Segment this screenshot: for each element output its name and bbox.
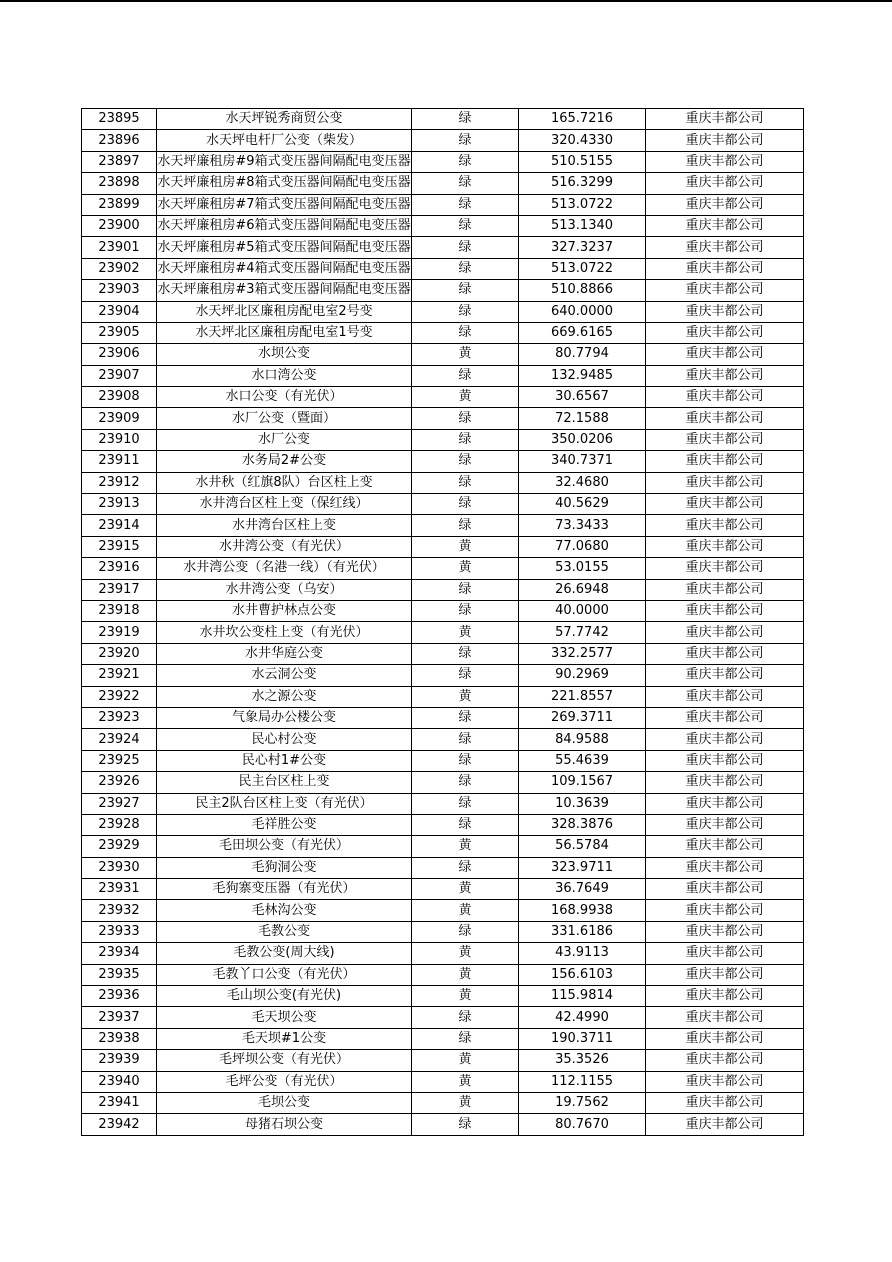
company-cell: 重庆丰都公司 — [646, 151, 804, 172]
status-color-cell: 绿 — [412, 365, 519, 386]
station-name-cell: 水井曹护林点公变 — [157, 600, 412, 621]
value-cell: 168.9938 — [519, 900, 646, 921]
row-id-cell: 23940 — [82, 1071, 157, 1092]
row-id-cell: 23914 — [82, 515, 157, 536]
value-cell: 109.1567 — [519, 772, 646, 793]
station-name-cell: 民心村1#公变 — [157, 750, 412, 771]
table-row — [82, 237, 804, 258]
station-name-cell: 毛天坝#1公变 — [157, 1028, 412, 1049]
table-row — [82, 900, 804, 921]
status-color-cell: 绿 — [412, 258, 519, 279]
status-color-cell: 绿 — [412, 215, 519, 236]
company-cell: 重庆丰都公司 — [646, 943, 804, 964]
company-cell: 重庆丰都公司 — [646, 237, 804, 258]
row-id-cell: 23938 — [82, 1028, 157, 1049]
data-table — [81, 108, 804, 1136]
status-color-cell: 绿 — [412, 322, 519, 343]
table-row — [82, 151, 804, 172]
table-row — [82, 494, 804, 515]
value-cell: 221.8557 — [519, 686, 646, 707]
row-id-cell: 23933 — [82, 921, 157, 942]
status-color-cell: 黄 — [412, 836, 519, 857]
table-row — [82, 558, 804, 579]
company-cell: 重庆丰都公司 — [646, 344, 804, 365]
station-name-cell: 民心村公变 — [157, 729, 412, 750]
row-id-cell: 23905 — [82, 322, 157, 343]
row-id-cell: 23912 — [82, 472, 157, 493]
value-cell: 72.1588 — [519, 408, 646, 429]
company-cell: 重庆丰都公司 — [646, 1050, 804, 1071]
company-cell: 重庆丰都公司 — [646, 258, 804, 279]
station-name-cell: 水井湾公变（名港一线）（有光伏） — [157, 558, 412, 579]
status-color-cell: 黄 — [412, 1071, 519, 1092]
status-color-cell: 绿 — [412, 130, 519, 151]
row-id-cell: 23895 — [82, 109, 157, 130]
row-id-cell: 23896 — [82, 130, 157, 151]
row-id-cell: 23909 — [82, 408, 157, 429]
table-row — [82, 836, 804, 857]
row-id-cell: 23897 — [82, 151, 157, 172]
station-name-cell: 水井秋（红旗8队）台区柱上变 — [157, 472, 412, 493]
company-cell: 重庆丰都公司 — [646, 1071, 804, 1092]
station-name-cell: 水天坪锐秀商贸公变 — [157, 109, 412, 130]
status-color-cell: 绿 — [412, 408, 519, 429]
table-row — [82, 258, 804, 279]
value-cell: 57.7742 — [519, 622, 646, 643]
station-name-cell: 毛林沟公变 — [157, 900, 412, 921]
table-row — [82, 451, 804, 472]
station-name-cell: 水天坪廉租房#3箱式变压器间隔配电变压器 — [157, 280, 412, 301]
status-color-cell: 绿 — [412, 579, 519, 600]
value-cell: 510.8866 — [519, 280, 646, 301]
row-id-cell: 23923 — [82, 707, 157, 728]
station-name-cell: 水之源公变 — [157, 686, 412, 707]
station-name-cell: 毛坪坝公变（有光伏） — [157, 1050, 412, 1071]
status-color-cell: 绿 — [412, 515, 519, 536]
row-id-cell: 23932 — [82, 900, 157, 921]
table-row — [82, 729, 804, 750]
status-color-cell: 绿 — [412, 451, 519, 472]
value-cell: 669.6165 — [519, 322, 646, 343]
status-color-cell: 绿 — [412, 494, 519, 515]
table-row — [82, 793, 804, 814]
row-id-cell: 23899 — [82, 194, 157, 215]
company-cell: 重庆丰都公司 — [646, 772, 804, 793]
company-cell: 重庆丰都公司 — [646, 814, 804, 835]
row-id-cell: 23929 — [82, 836, 157, 857]
value-cell: 516.3299 — [519, 173, 646, 194]
table-row — [82, 750, 804, 771]
company-cell: 重庆丰都公司 — [646, 579, 804, 600]
company-cell: 重庆丰都公司 — [646, 793, 804, 814]
station-name-cell: 水云洞公变 — [157, 665, 412, 686]
table-row — [82, 857, 804, 878]
station-name-cell: 毛狗洞公变 — [157, 857, 412, 878]
value-cell: 513.0722 — [519, 258, 646, 279]
value-cell: 269.3711 — [519, 707, 646, 728]
company-cell: 重庆丰都公司 — [646, 707, 804, 728]
company-cell: 重庆丰都公司 — [646, 109, 804, 130]
station-name-cell: 水天坪廉租房#6箱式变压器间隔配电变压器 — [157, 215, 412, 236]
station-name-cell: 水口公变（有光伏） — [157, 387, 412, 408]
status-color-cell: 绿 — [412, 793, 519, 814]
table-row — [82, 173, 804, 194]
row-id-cell: 23906 — [82, 344, 157, 365]
row-id-cell: 23902 — [82, 258, 157, 279]
station-name-cell: 水井坎公变柱上变（有光伏） — [157, 622, 412, 643]
company-cell: 重庆丰都公司 — [646, 494, 804, 515]
table-row — [82, 1092, 804, 1113]
row-id-cell: 23910 — [82, 429, 157, 450]
table-row — [82, 665, 804, 686]
table-row — [82, 280, 804, 301]
value-cell: 40.5629 — [519, 494, 646, 515]
company-cell: 重庆丰都公司 — [646, 215, 804, 236]
status-color-cell: 黄 — [412, 344, 519, 365]
station-name-cell: 母猪石坝公变 — [157, 1114, 412, 1135]
station-name-cell: 毛教丫口公变（有光伏） — [157, 964, 412, 985]
row-id-cell: 23942 — [82, 1114, 157, 1135]
status-color-cell: 黄 — [412, 536, 519, 557]
company-cell: 重庆丰都公司 — [646, 729, 804, 750]
station-name-cell: 水天坪廉租房#5箱式变压器间隔配电变压器 — [157, 237, 412, 258]
station-name-cell: 水天坪北区廉租房配电室2号变 — [157, 301, 412, 322]
row-id-cell: 23930 — [82, 857, 157, 878]
company-cell: 重庆丰都公司 — [646, 301, 804, 322]
table-row — [82, 1071, 804, 1092]
station-name-cell: 水坝公变 — [157, 344, 412, 365]
station-name-cell: 水井湾公变（有光伏） — [157, 536, 412, 557]
status-color-cell: 绿 — [412, 429, 519, 450]
company-cell: 重庆丰都公司 — [646, 322, 804, 343]
page-top-border — [0, 0, 892, 2]
value-cell: 53.0155 — [519, 558, 646, 579]
status-color-cell: 绿 — [412, 1007, 519, 1028]
value-cell: 510.5155 — [519, 151, 646, 172]
table-row — [82, 686, 804, 707]
value-cell: 323.9711 — [519, 857, 646, 878]
company-cell: 重庆丰都公司 — [646, 964, 804, 985]
station-name-cell: 民主2队台区柱上变（有光伏） — [157, 793, 412, 814]
value-cell: 19.7562 — [519, 1092, 646, 1113]
station-name-cell: 水井湾台区柱上变（保红线） — [157, 494, 412, 515]
row-id-cell: 23911 — [82, 451, 157, 472]
value-cell: 340.7371 — [519, 451, 646, 472]
row-id-cell: 23907 — [82, 365, 157, 386]
company-cell: 重庆丰都公司 — [646, 130, 804, 151]
value-cell: 55.4639 — [519, 750, 646, 771]
status-color-cell: 绿 — [412, 707, 519, 728]
value-cell: 56.5784 — [519, 836, 646, 857]
row-id-cell: 23939 — [82, 1050, 157, 1071]
value-cell: 84.9588 — [519, 729, 646, 750]
company-cell: 重庆丰都公司 — [646, 1007, 804, 1028]
status-color-cell: 绿 — [412, 280, 519, 301]
value-cell: 156.6103 — [519, 964, 646, 985]
station-name-cell: 毛山坝公变(有光伏) — [157, 986, 412, 1007]
company-cell: 重庆丰都公司 — [646, 686, 804, 707]
company-cell: 重庆丰都公司 — [646, 750, 804, 771]
station-name-cell: 毛祥胜公变 — [157, 814, 412, 835]
table-row — [82, 643, 804, 664]
table-row — [82, 215, 804, 236]
station-name-cell: 水厂公变（暨面） — [157, 408, 412, 429]
table-row — [82, 921, 804, 942]
company-cell: 重庆丰都公司 — [646, 857, 804, 878]
status-color-cell: 绿 — [412, 1028, 519, 1049]
value-cell: 73.3433 — [519, 515, 646, 536]
row-id-cell: 23937 — [82, 1007, 157, 1028]
company-cell: 重庆丰都公司 — [646, 429, 804, 450]
table-row — [82, 194, 804, 215]
status-color-cell: 绿 — [412, 750, 519, 771]
table-row — [82, 387, 804, 408]
status-color-cell: 黄 — [412, 964, 519, 985]
station-name-cell: 水井湾台区柱上变 — [157, 515, 412, 536]
row-id-cell: 23928 — [82, 814, 157, 835]
value-cell: 165.7216 — [519, 109, 646, 130]
row-id-cell: 23908 — [82, 387, 157, 408]
table-row — [82, 943, 804, 964]
table-body — [82, 109, 804, 1136]
company-cell: 重庆丰都公司 — [646, 1028, 804, 1049]
status-color-cell: 绿 — [412, 173, 519, 194]
company-cell: 重庆丰都公司 — [646, 472, 804, 493]
station-name-cell: 水天坪廉租房#7箱式变压器间隔配电变压器 — [157, 194, 412, 215]
company-cell: 重庆丰都公司 — [646, 1092, 804, 1113]
row-id-cell: 23918 — [82, 600, 157, 621]
table-row — [82, 109, 804, 130]
company-cell: 重庆丰都公司 — [646, 921, 804, 942]
value-cell: 328.3876 — [519, 814, 646, 835]
row-id-cell: 23916 — [82, 558, 157, 579]
status-color-cell: 绿 — [412, 814, 519, 835]
status-color-cell: 绿 — [412, 665, 519, 686]
value-cell: 36.7649 — [519, 879, 646, 900]
value-cell: 350.0206 — [519, 429, 646, 450]
row-id-cell: 23903 — [82, 280, 157, 301]
company-cell: 重庆丰都公司 — [646, 622, 804, 643]
status-color-cell: 绿 — [412, 643, 519, 664]
row-id-cell: 23919 — [82, 622, 157, 643]
status-color-cell: 黄 — [412, 686, 519, 707]
table-row — [82, 365, 804, 386]
status-color-cell: 黄 — [412, 943, 519, 964]
station-name-cell: 水天坪廉租房#8箱式变压器间隔配电变压器 — [157, 173, 412, 194]
row-id-cell: 23922 — [82, 686, 157, 707]
value-cell: 320.4330 — [519, 130, 646, 151]
status-color-cell: 黄 — [412, 558, 519, 579]
station-name-cell: 毛教公变(周大线) — [157, 943, 412, 964]
value-cell: 77.0680 — [519, 536, 646, 557]
row-id-cell: 23917 — [82, 579, 157, 600]
value-cell: 43.9113 — [519, 943, 646, 964]
company-cell: 重庆丰都公司 — [646, 280, 804, 301]
value-cell: 190.3711 — [519, 1028, 646, 1049]
table-row — [82, 1028, 804, 1049]
value-cell: 115.9814 — [519, 986, 646, 1007]
value-cell: 513.1340 — [519, 215, 646, 236]
status-color-cell: 绿 — [412, 109, 519, 130]
station-name-cell: 水天坪电杆厂公变（柴发） — [157, 130, 412, 151]
company-cell: 重庆丰都公司 — [646, 558, 804, 579]
value-cell: 42.4990 — [519, 1007, 646, 1028]
table-row — [82, 301, 804, 322]
table-row — [82, 1114, 804, 1135]
station-name-cell: 气象局办公楼公变 — [157, 707, 412, 728]
company-cell: 重庆丰都公司 — [646, 515, 804, 536]
company-cell: 重庆丰都公司 — [646, 986, 804, 1007]
row-id-cell: 23898 — [82, 173, 157, 194]
table-row — [82, 772, 804, 793]
row-id-cell: 23920 — [82, 643, 157, 664]
row-id-cell: 23924 — [82, 729, 157, 750]
status-color-cell: 黄 — [412, 622, 519, 643]
row-id-cell: 23921 — [82, 665, 157, 686]
row-id-cell: 23936 — [82, 986, 157, 1007]
value-cell: 327.3237 — [519, 237, 646, 258]
value-cell: 640.0000 — [519, 301, 646, 322]
row-id-cell: 23904 — [82, 301, 157, 322]
table-row — [82, 964, 804, 985]
status-color-cell: 黄 — [412, 986, 519, 1007]
station-name-cell: 毛狗寨变压器（有光伏） — [157, 879, 412, 900]
station-name-cell: 毛天坝公变 — [157, 1007, 412, 1028]
station-name-cell: 毛田坝公变（有光伏） — [157, 836, 412, 857]
company-cell: 重庆丰都公司 — [646, 1114, 804, 1135]
table-row — [82, 707, 804, 728]
status-color-cell: 黄 — [412, 900, 519, 921]
table-row — [82, 1050, 804, 1071]
status-color-cell: 绿 — [412, 600, 519, 621]
station-name-cell: 民主台区柱上变 — [157, 772, 412, 793]
status-color-cell: 黄 — [412, 1050, 519, 1071]
status-color-cell: 绿 — [412, 857, 519, 878]
value-cell: 132.9485 — [519, 365, 646, 386]
value-cell: 513.0722 — [519, 194, 646, 215]
status-color-cell: 黄 — [412, 1092, 519, 1113]
company-cell: 重庆丰都公司 — [646, 665, 804, 686]
table-row — [82, 322, 804, 343]
station-name-cell: 水口湾公变 — [157, 365, 412, 386]
value-cell: 112.1155 — [519, 1071, 646, 1092]
value-cell: 10.3639 — [519, 793, 646, 814]
row-id-cell: 23901 — [82, 237, 157, 258]
company-cell: 重庆丰都公司 — [646, 387, 804, 408]
value-cell: 32.4680 — [519, 472, 646, 493]
row-id-cell: 23925 — [82, 750, 157, 771]
row-id-cell: 23927 — [82, 793, 157, 814]
status-color-cell: 绿 — [412, 1114, 519, 1135]
row-id-cell: 23926 — [82, 772, 157, 793]
table-row — [82, 130, 804, 151]
row-id-cell: 23935 — [82, 964, 157, 985]
value-cell: 90.2969 — [519, 665, 646, 686]
row-id-cell: 23913 — [82, 494, 157, 515]
table-row — [82, 600, 804, 621]
company-cell: 重庆丰都公司 — [646, 365, 804, 386]
company-cell: 重庆丰都公司 — [646, 900, 804, 921]
station-name-cell: 毛教公变 — [157, 921, 412, 942]
status-color-cell: 黄 — [412, 387, 519, 408]
table-row — [82, 622, 804, 643]
row-id-cell: 23934 — [82, 943, 157, 964]
table-row — [82, 344, 804, 365]
table-row — [82, 814, 804, 835]
station-name-cell: 水天坪北区廉租房配电室1号变 — [157, 322, 412, 343]
table-row — [82, 986, 804, 1007]
company-cell: 重庆丰都公司 — [646, 879, 804, 900]
station-name-cell: 水天坪廉租房#4箱式变压器间隔配电变压器 — [157, 258, 412, 279]
status-color-cell: 绿 — [412, 921, 519, 942]
row-id-cell: 23915 — [82, 536, 157, 557]
company-cell: 重庆丰都公司 — [646, 451, 804, 472]
company-cell: 重庆丰都公司 — [646, 536, 804, 557]
status-color-cell: 绿 — [412, 301, 519, 322]
company-cell: 重庆丰都公司 — [646, 173, 804, 194]
status-color-cell: 绿 — [412, 151, 519, 172]
value-cell: 331.6186 — [519, 921, 646, 942]
row-id-cell: 23931 — [82, 879, 157, 900]
value-cell: 80.7670 — [519, 1114, 646, 1135]
station-name-cell: 水天坪廉租房#9箱式变压器间隔配电变压器 — [157, 151, 412, 172]
table-row — [82, 515, 804, 536]
company-cell: 重庆丰都公司 — [646, 600, 804, 621]
value-cell: 30.6567 — [519, 387, 646, 408]
value-cell: 26.6948 — [519, 579, 646, 600]
station-name-cell: 水井华庭公变 — [157, 643, 412, 664]
station-name-cell: 水井湾公变（乌安） — [157, 579, 412, 600]
status-color-cell: 绿 — [412, 729, 519, 750]
station-name-cell: 水务局2#公变 — [157, 451, 412, 472]
table-row — [82, 536, 804, 557]
company-cell: 重庆丰都公司 — [646, 836, 804, 857]
status-color-cell: 绿 — [412, 237, 519, 258]
station-name-cell: 毛坪公变（有光伏） — [157, 1071, 412, 1092]
company-cell: 重庆丰都公司 — [646, 408, 804, 429]
row-id-cell: 23941 — [82, 1092, 157, 1113]
station-name-cell: 水厂公变 — [157, 429, 412, 450]
table-row — [82, 408, 804, 429]
status-color-cell: 绿 — [412, 472, 519, 493]
status-color-cell: 绿 — [412, 772, 519, 793]
value-cell: 40.0000 — [519, 600, 646, 621]
table-row — [82, 879, 804, 900]
status-color-cell: 黄 — [412, 879, 519, 900]
table-row — [82, 429, 804, 450]
table-row — [82, 579, 804, 600]
value-cell: 35.3526 — [519, 1050, 646, 1071]
table-row — [82, 472, 804, 493]
station-name-cell: 毛坝公变 — [157, 1092, 412, 1113]
status-color-cell: 绿 — [412, 194, 519, 215]
table-row — [82, 1007, 804, 1028]
company-cell: 重庆丰都公司 — [646, 643, 804, 664]
value-cell: 80.7794 — [519, 344, 646, 365]
value-cell: 332.2577 — [519, 643, 646, 664]
company-cell: 重庆丰都公司 — [646, 194, 804, 215]
row-id-cell: 23900 — [82, 215, 157, 236]
